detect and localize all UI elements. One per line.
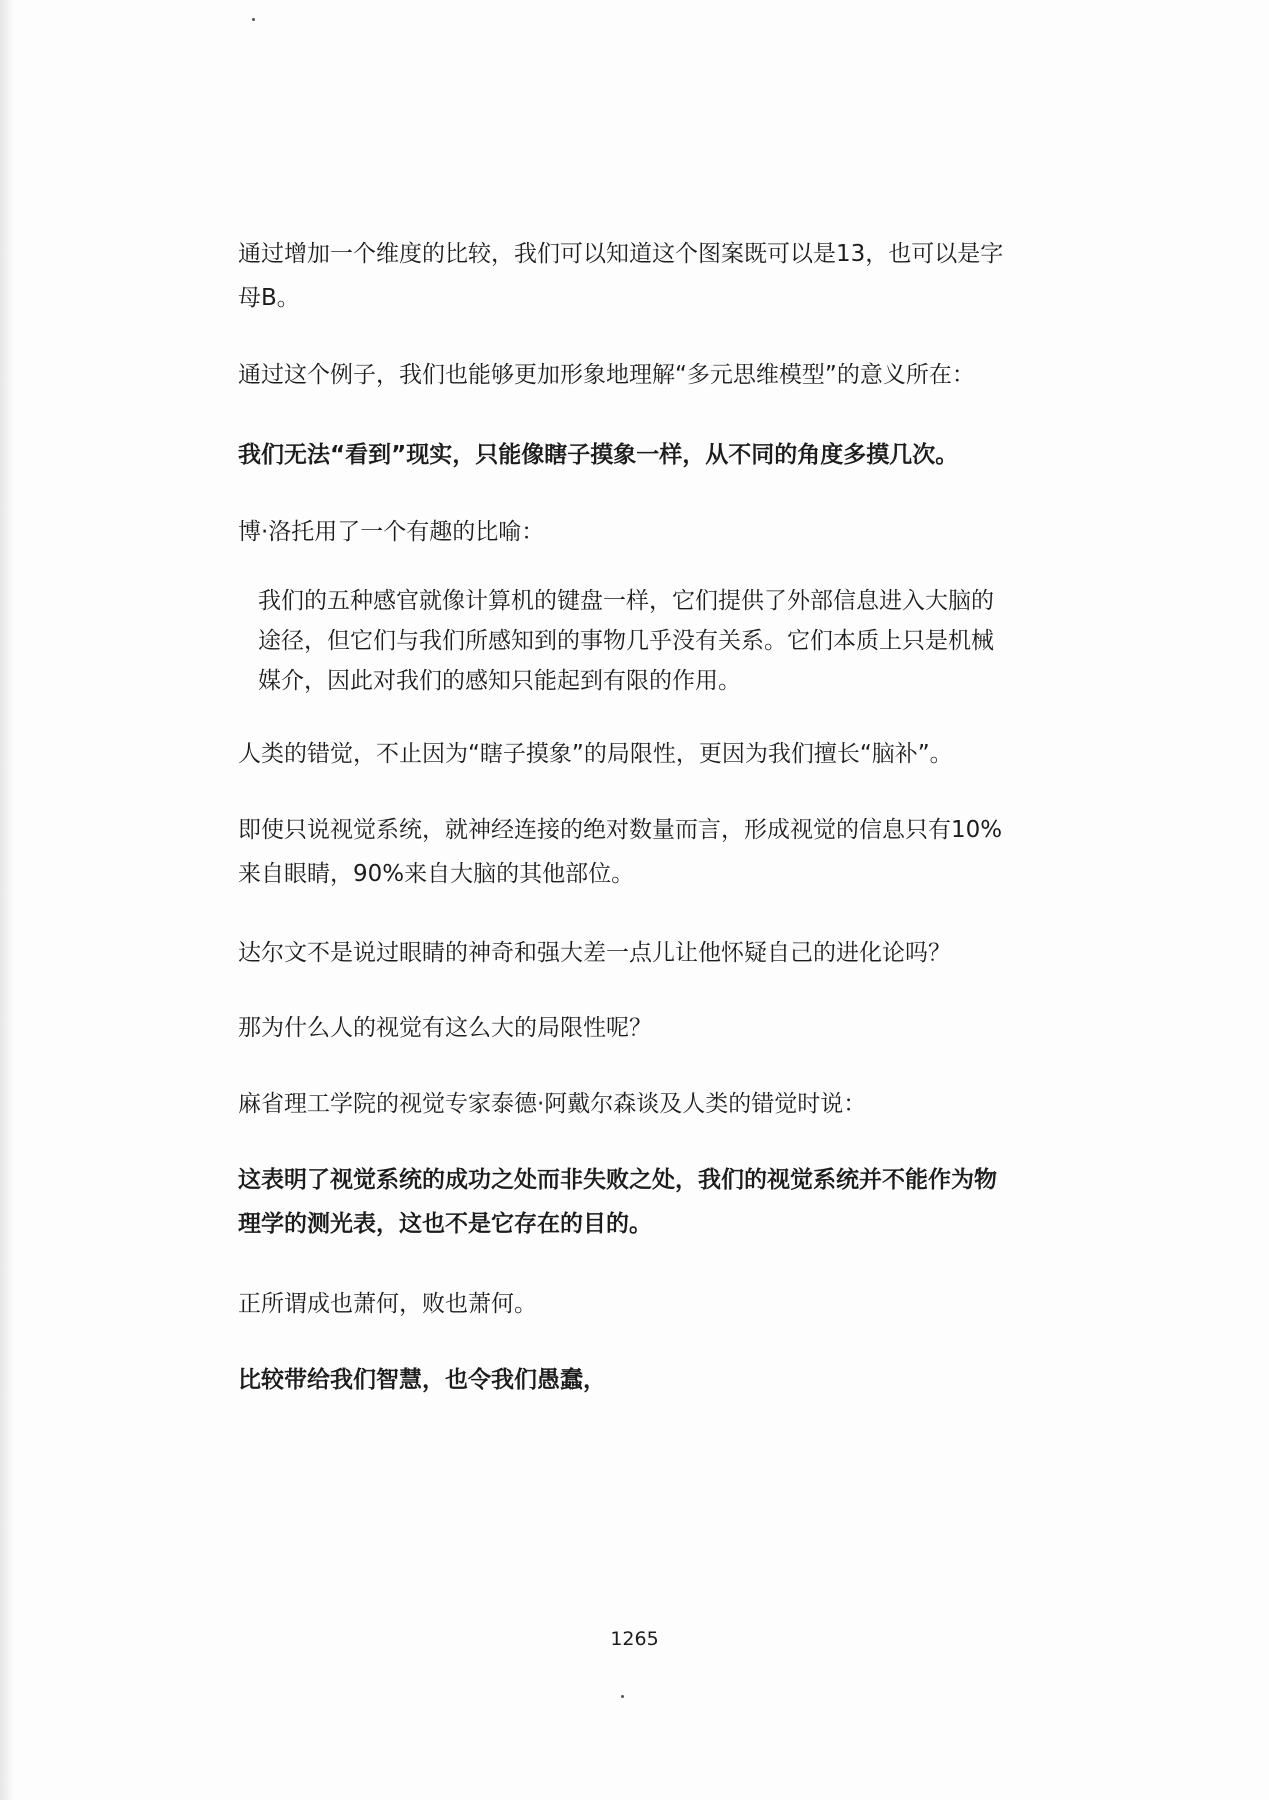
text-line: 来自眼睛，90%来自大脑的其他部位。 [238, 861, 635, 887]
scan-edge-shadow [0, 0, 14, 1800]
paragraph-6 [238, 732, 1058, 776]
text-line: 理学的测光表，这也不是它存在的目的。 [238, 1211, 652, 1237]
text-line: 这表明了视觉系统的成功之处而非失败之处，我们的视觉系统并不能作为物 [238, 1167, 997, 1193]
text-line: 人类的错觉，不止因为“瞎子摸象”的局限性，更因为我们擅长“脑补”。 [238, 741, 953, 767]
paragraph-9 [238, 1006, 1058, 1050]
paragraph-13-bold [238, 1358, 1058, 1402]
text-line: 达尔文不是说过眼睛的神奇和强大差一点儿让他怀疑自己的进化论吗？ [238, 940, 951, 966]
text-line: 途径，但它们与我们所感知到的事物几乎没有关系。它们本质上只是机械 [258, 628, 994, 654]
text-line: 通过增加一个维度的比较，我们可以知道这个图案既可以是13，也可以是字 [238, 241, 1004, 267]
text-line: 我们无法“看到”现实，只能像瞎子摸象一样，从不同的角度多摸几次。 [238, 442, 959, 468]
text-line: 那为什么人的视觉有这么大的局限性呢？ [238, 1015, 652, 1041]
text-line: 即使只说视觉系统，就神经连接的绝对数量而言，形成视觉的信息只有10% [238, 817, 1003, 843]
text-line: 通过这个例子，我们也能够更加形象地理解“多元思维模型”的意义所在： [238, 362, 975, 388]
paragraph-12 [238, 1282, 1058, 1326]
paragraph-2 [238, 353, 1058, 397]
scan-speck [621, 1695, 624, 1698]
paragraph-3-bold [238, 433, 1058, 477]
text-line: 母B。 [238, 285, 300, 311]
paragraph-4 [238, 510, 1058, 554]
text-line: 正所谓成也萧何，败也萧何。 [238, 1291, 537, 1317]
paragraph-11-bold [238, 1158, 1058, 1246]
blockquote [258, 581, 1058, 701]
text-line: 我们的五种感官就像计算机的键盘一样，它们提供了外部信息进入大脑的 [258, 588, 994, 614]
paragraph-7 [238, 808, 1058, 896]
text-line: 媒介，因此对我们的感知只能起到有限的作用。 [258, 668, 741, 694]
paragraph-1 [238, 232, 1058, 320]
text-line: 比较带给我们智慧，也令我们愚蠢， [238, 1367, 606, 1393]
scan-speck [252, 18, 255, 21]
text-line: 麻省理工学院的视觉专家泰德·阿戴尔森谈及人类的错觉时说： [238, 1091, 867, 1117]
paragraph-8 [238, 931, 1058, 975]
page-number: 1265 [610, 1628, 659, 1650]
paragraph-10 [238, 1082, 1058, 1126]
text-line: 博·洛托用了一个有趣的比喻： [238, 519, 545, 545]
